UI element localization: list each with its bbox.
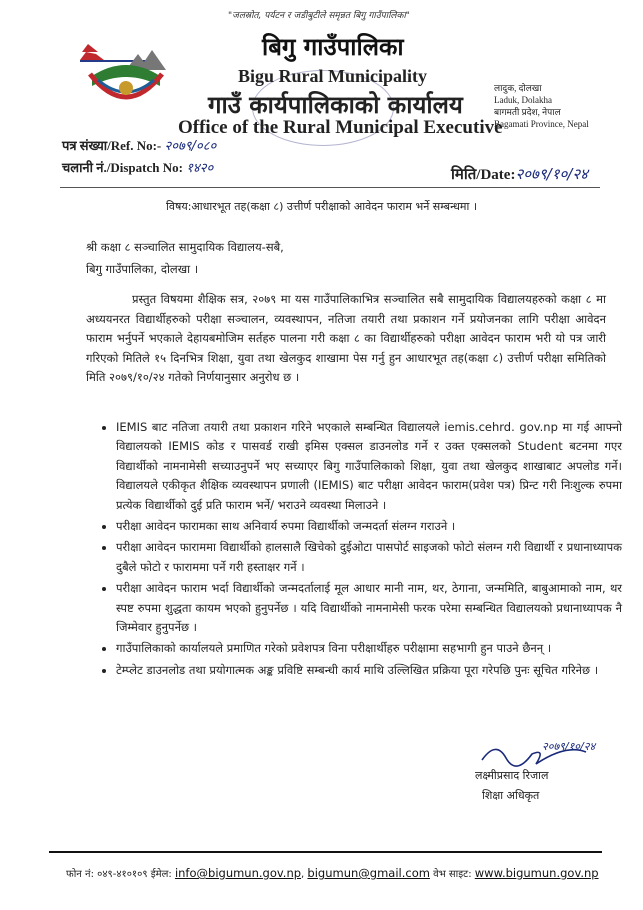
signatory-name: लक्ष्मीप्रसाद रिजाल [475, 769, 549, 782]
municipality-title-nepali: बिगु गाउँपालिका [262, 33, 404, 61]
conditions-list [96, 418, 622, 682]
letter-subject: विषय:आधारभूत तह(कक्षा ८) उत्तीर्ण परीक्षाको आवेदन फाराम भर्ने सम्बन्धमा । [166, 200, 477, 213]
municipality-title-english: Bigu Rural Municipality [238, 66, 428, 86]
list-item: • गाउँपालिकाको कार्यालयले प्रमाणित गरेको प्रवेशपत्र विना परीक्षार्थीहरु परीक्षामा सहभागी हुन पाउने छैनन् । [116, 639, 622, 658]
letter-date [451, 164, 588, 184]
address-line: Bagamati Province, Nepal [494, 119, 589, 129]
address-line: बागमती प्रदेश, नेपाल [494, 107, 561, 117]
list-item: • टेम्प्लेट डाउनलोड तथा प्रयोगात्मक अङ्क प्रविष्टि सम्बन्धी कार्य माथि उल्लिखित प्रक्रिया पूरा गरेपछि पुनः सूचित गरिनेछ । [116, 661, 622, 680]
email-link-info[interactable]: info@bigumun.gov.np [174, 866, 302, 880]
ref-label: पत्र संख्या/Ref. No:- [62, 138, 162, 153]
list-item: • IEMIS बाट नतिजा तयारी तथा प्रकाशन गरिने भएकाले सम्बन्धित विद्यालयले iemis.cehrd. gov.np मा गई आफ्नो विद्यालयको IEMIS कोड र पासवर्ड राखी इमिस एक्सल डाउनलोड गर्ने र उक्त एक्सलको Student बटनमा गएर विद्यार्थीको नामनामेसी सच्याउनुपर्ने भए सच्याएर बिगु गाउँपालिकाको शिक्षा, युवा तथा खेलकुद शाखाबाट अपलोड गर्ने। विद्यालयले एकीकृत शैक्षिक व्यवस्थापन प्रणाली (IEMIS) बाट परीक्षा आवेदन फाराम(प्रवेश पत्र) प्रिन्ट गरी निःशुल्क रुपमा प्रत्येक विद्यार्थीको दुई प्रति फाराम भर्ने/ भराउने व्यवस्था मिलाउने । [116, 418, 622, 515]
reference-number [62, 136, 216, 154]
footer-phone: फोन नं: ०४९-४१०१०९ ईमेल: [66, 869, 172, 880]
dispatch-value: १४२० [186, 161, 214, 176]
list-item: • परीक्षा आवेदन फारामका साथ अनिवार्य रुपमा विद्यार्थीको जन्मदर्ता संलग्न गराउने । [116, 517, 622, 536]
office-address [494, 82, 589, 130]
date-value: २०७९/१०/२४ [515, 165, 588, 183]
footer-divider [49, 851, 602, 853]
dispatch-label: चलानी नं./Dispatch No: [62, 160, 183, 175]
signature-date: २०७९/१०/२४ [542, 740, 596, 753]
list-item: • परीक्षा आवेदन फाराममा विद्यार्थीको हालसालै खिचेको दुईओटा पासपोर्ट साइजको फोटो संलग्न गरी विद्यार्थी र प्रधानाध्यापक दुबैले फोटो र फाराममा पर्ने गरी हस्ताक्षर गर्ने । [116, 538, 622, 577]
addressee [86, 236, 284, 280]
nepal-emblem-logo [78, 30, 174, 116]
ref-value: २०७९/०८० [164, 139, 217, 154]
office-title-english: Office of the Rural Municipal Executive [178, 117, 503, 138]
footer-website-label: वेभ साइट: [433, 869, 472, 880]
email-link-gmail[interactable]: bigumun@gmail.com [307, 866, 430, 880]
footer-separator: , [301, 869, 305, 880]
date-label: मिति/Date: [451, 167, 516, 183]
address-line: Laduk, Dolakha [494, 95, 552, 105]
website-link[interactable]: www.bigumun.gov.np [474, 866, 599, 880]
office-title-nepali: गाउँ कार्यपालिकाको कार्यालय [208, 91, 463, 119]
body-paragraph: प्रस्तुत विषयमा शैक्षिक सत्र, २०७९ मा यस गाउँपालिकाभित्र सञ्चालित सबै सामुदायिक विद्यालयहरुको कक्षा ८ मा अध्ययनरत विद्यार्थीहरुको परीक्षा सञ्चालन, व्यवस्थापन, नतिजा तयारी तथा प्रकाशन गर्ने प्रयोजनका लागि परीक्षा आवेदन फाराम भर्नुपर्ने भएकाले देहायबमोजिम सर्तहरु पालना गरी कक्षा ८ का विद्यार्थीहरुको परीक्षा आवेदन फाराम भरी यो पत्र जारी गरिएको मितिले १५ दिनभित्र शिक्षा, युवा तथा खेलकुद शाखामा पेस गर्नु हुन आधारभूत तह(कक्षा ८) उत्तीर्ण परीक्षा समितिको मिति २०७९/१०/२४ गतेको निर्णयानुसार अनुरोध छ । [86, 292, 606, 385]
header-divider [60, 187, 600, 188]
address-line: लादुक, दोलखा [494, 83, 542, 93]
addressee-line: बिगु गाउँपालिका, दोलखा । [86, 262, 199, 276]
list-item: • परीक्षा आवेदन फाराम भर्दा विद्यार्थीको जन्मदर्तालाई मूल आधार मानी नाम, थर, ठेगाना, जन्ममिति, बाबुआमाको नाम, थर स्पष्ट रुपमा शुद्धता कायम भएको हुनुपर्नेछ । यदि विद्यार्थीको नामनामेसी फरक परेमा सम्बन्धित विद्यालयको प्रधानाध्यापक नै जिम्मेवार हुनुपर्नेछ । [116, 579, 622, 637]
signatory-title: शिक्षा अधिकृत [482, 789, 540, 802]
addressee-line: श्री कक्षा ८ सञ्चालित सामुदायिक विद्यालय-सबै, [86, 240, 284, 254]
municipality-motto: "जलस्रोत, पर्यटन र जडीबुटीले समृन्नत बिगु गाउँपालिका" [228, 11, 410, 21]
dispatch-number [62, 158, 213, 176]
footer-contact [66, 866, 599, 880]
